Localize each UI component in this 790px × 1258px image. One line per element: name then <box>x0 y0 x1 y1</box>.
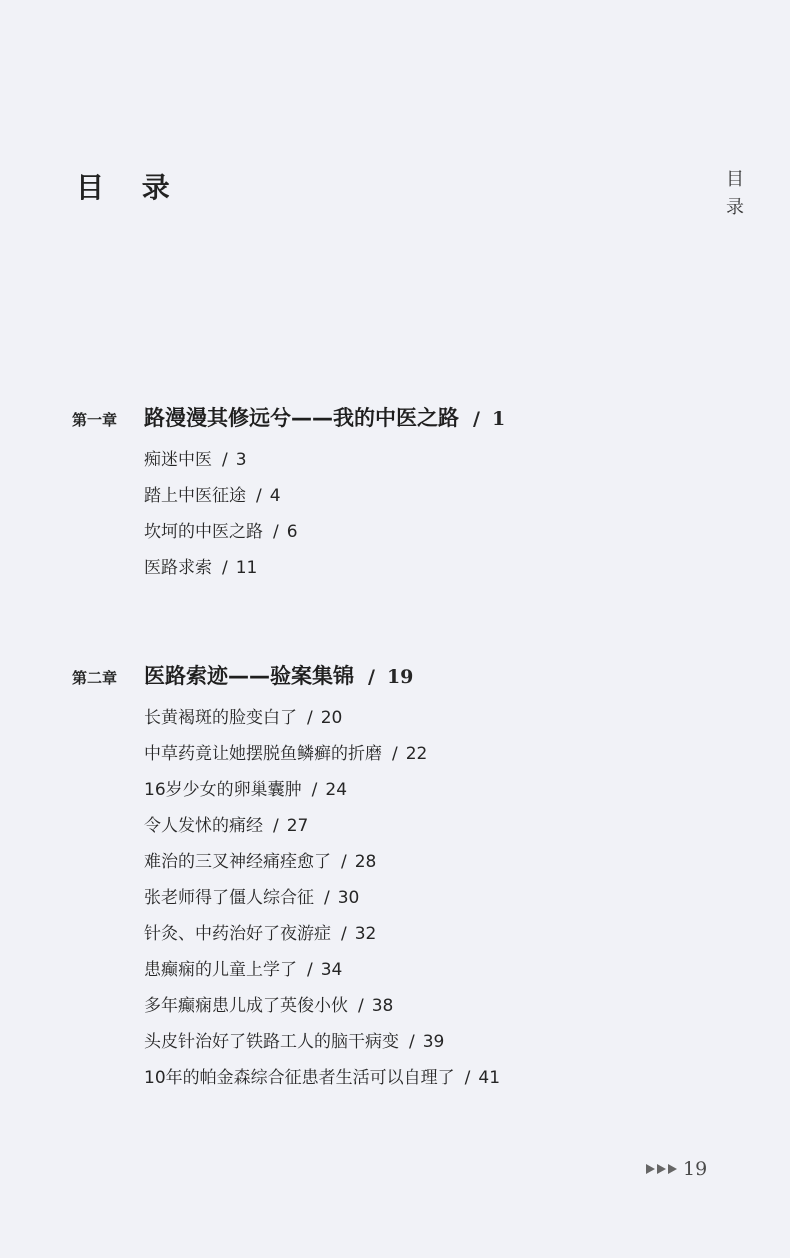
section-list <box>72 700 712 1096</box>
separator: / <box>222 450 228 470</box>
toc-entry[interactable] <box>144 988 712 1024</box>
entry-title: 踏上中医征途 <box>144 486 246 506</box>
toc-entry[interactable] <box>144 442 712 478</box>
entry-page: 27 <box>286 816 309 836</box>
entry-page: 34 <box>320 960 343 980</box>
running-header <box>724 166 746 222</box>
entry-title: 头皮针治好了铁路工人的脑干病变 <box>144 1032 399 1052</box>
entry-title: 痴迷中医 <box>144 450 212 470</box>
toc-entry[interactable] <box>144 514 712 550</box>
entry-page: 32 <box>354 924 377 944</box>
separator: / <box>358 996 364 1016</box>
entry-title: 中草药竟让她摆脱鱼鳞癣的折磨 <box>144 744 382 764</box>
separator: / <box>307 708 313 728</box>
chapter-title: 医路索迹——验案集锦 <box>144 664 354 688</box>
entry-title: 针灸、中药治好了夜游症 <box>144 924 331 944</box>
separator: / <box>368 666 375 688</box>
chapter-heading[interactable] <box>72 402 712 432</box>
entry-title: 10年的帕金森综合征患者生活可以自理了 <box>144 1068 455 1088</box>
entry-title: 难治的三叉神经痛痊愈了 <box>144 852 331 872</box>
separator: / <box>311 780 318 800</box>
entry-title: 患癫痫的儿童上学了 <box>144 960 297 980</box>
toc-entry[interactable] <box>144 880 712 916</box>
separator: / <box>256 486 262 506</box>
separator: / <box>473 408 480 430</box>
toc-entry[interactable] <box>144 1024 712 1060</box>
toc-entry[interactable] <box>144 808 712 844</box>
toc-entry[interactable] <box>144 844 712 880</box>
entry-page: 39 <box>422 1032 445 1052</box>
entry-page: 4 <box>269 486 281 506</box>
entry-page: 6 <box>286 522 298 542</box>
toc-entry[interactable] <box>144 952 712 988</box>
entry-page: 22 <box>405 744 428 764</box>
running-header-char: 目 <box>726 169 744 190</box>
entry-page: 24 <box>325 780 348 800</box>
page-number: 19 <box>683 1158 708 1180</box>
entry-title: 令人发怵的痛经 <box>144 816 263 836</box>
entry-title: 16岁少女的卵巢囊肿 <box>144 780 302 800</box>
toc-entry[interactable] <box>144 772 712 808</box>
page-title: 目 录 <box>76 171 184 204</box>
chapter-2 <box>72 660 712 1096</box>
running-header-char: 录 <box>726 197 744 218</box>
separator: / <box>392 744 398 764</box>
separator: / <box>341 852 347 872</box>
chapter-page-number: 19 <box>386 666 414 688</box>
toc-entry[interactable] <box>144 916 712 952</box>
separator: / <box>464 1068 471 1088</box>
entry-title: 长黄褐斑的脸变白了 <box>144 708 297 728</box>
chapter-1 <box>72 402 712 586</box>
entry-title: 医路求索 <box>144 558 212 578</box>
entry-page: 11 <box>235 558 258 578</box>
chapter-number: 第二章 <box>72 669 118 687</box>
entry-title: 张老师得了僵人综合征 <box>144 888 314 908</box>
entry-page: 38 <box>371 996 394 1016</box>
entry-page: 3 <box>235 450 247 470</box>
separator: / <box>341 924 347 944</box>
separator: / <box>409 1032 415 1052</box>
chapter-number: 第一章 <box>72 411 118 429</box>
triple-arrow-icon <box>646 1164 679 1174</box>
toc-entry[interactable] <box>144 1060 712 1096</box>
toc-entry[interactable] <box>144 700 712 736</box>
entry-page: 28 <box>354 852 377 872</box>
entry-title: 多年癫痫患儿成了英俊小伙 <box>144 996 348 1016</box>
toc-entry[interactable] <box>144 550 712 586</box>
entry-page: 30 <box>337 888 360 908</box>
separator: / <box>273 816 279 836</box>
entry-page: 41 <box>478 1068 501 1088</box>
section-list <box>72 442 712 586</box>
chapter-title: 路漫漫其修远兮——我的中医之路 <box>144 406 459 430</box>
entry-title: 坎坷的中医之路 <box>144 522 263 542</box>
separator: / <box>222 558 228 578</box>
page-footer <box>646 1158 707 1180</box>
toc-entry[interactable] <box>144 478 712 514</box>
chapter-heading[interactable] <box>72 660 712 690</box>
entry-page: 20 <box>320 708 343 728</box>
separator: / <box>324 888 330 908</box>
separator: / <box>307 960 313 980</box>
toc-entry[interactable] <box>144 736 712 772</box>
separator: / <box>273 522 279 542</box>
chapter-page-number: 1 <box>491 408 506 430</box>
